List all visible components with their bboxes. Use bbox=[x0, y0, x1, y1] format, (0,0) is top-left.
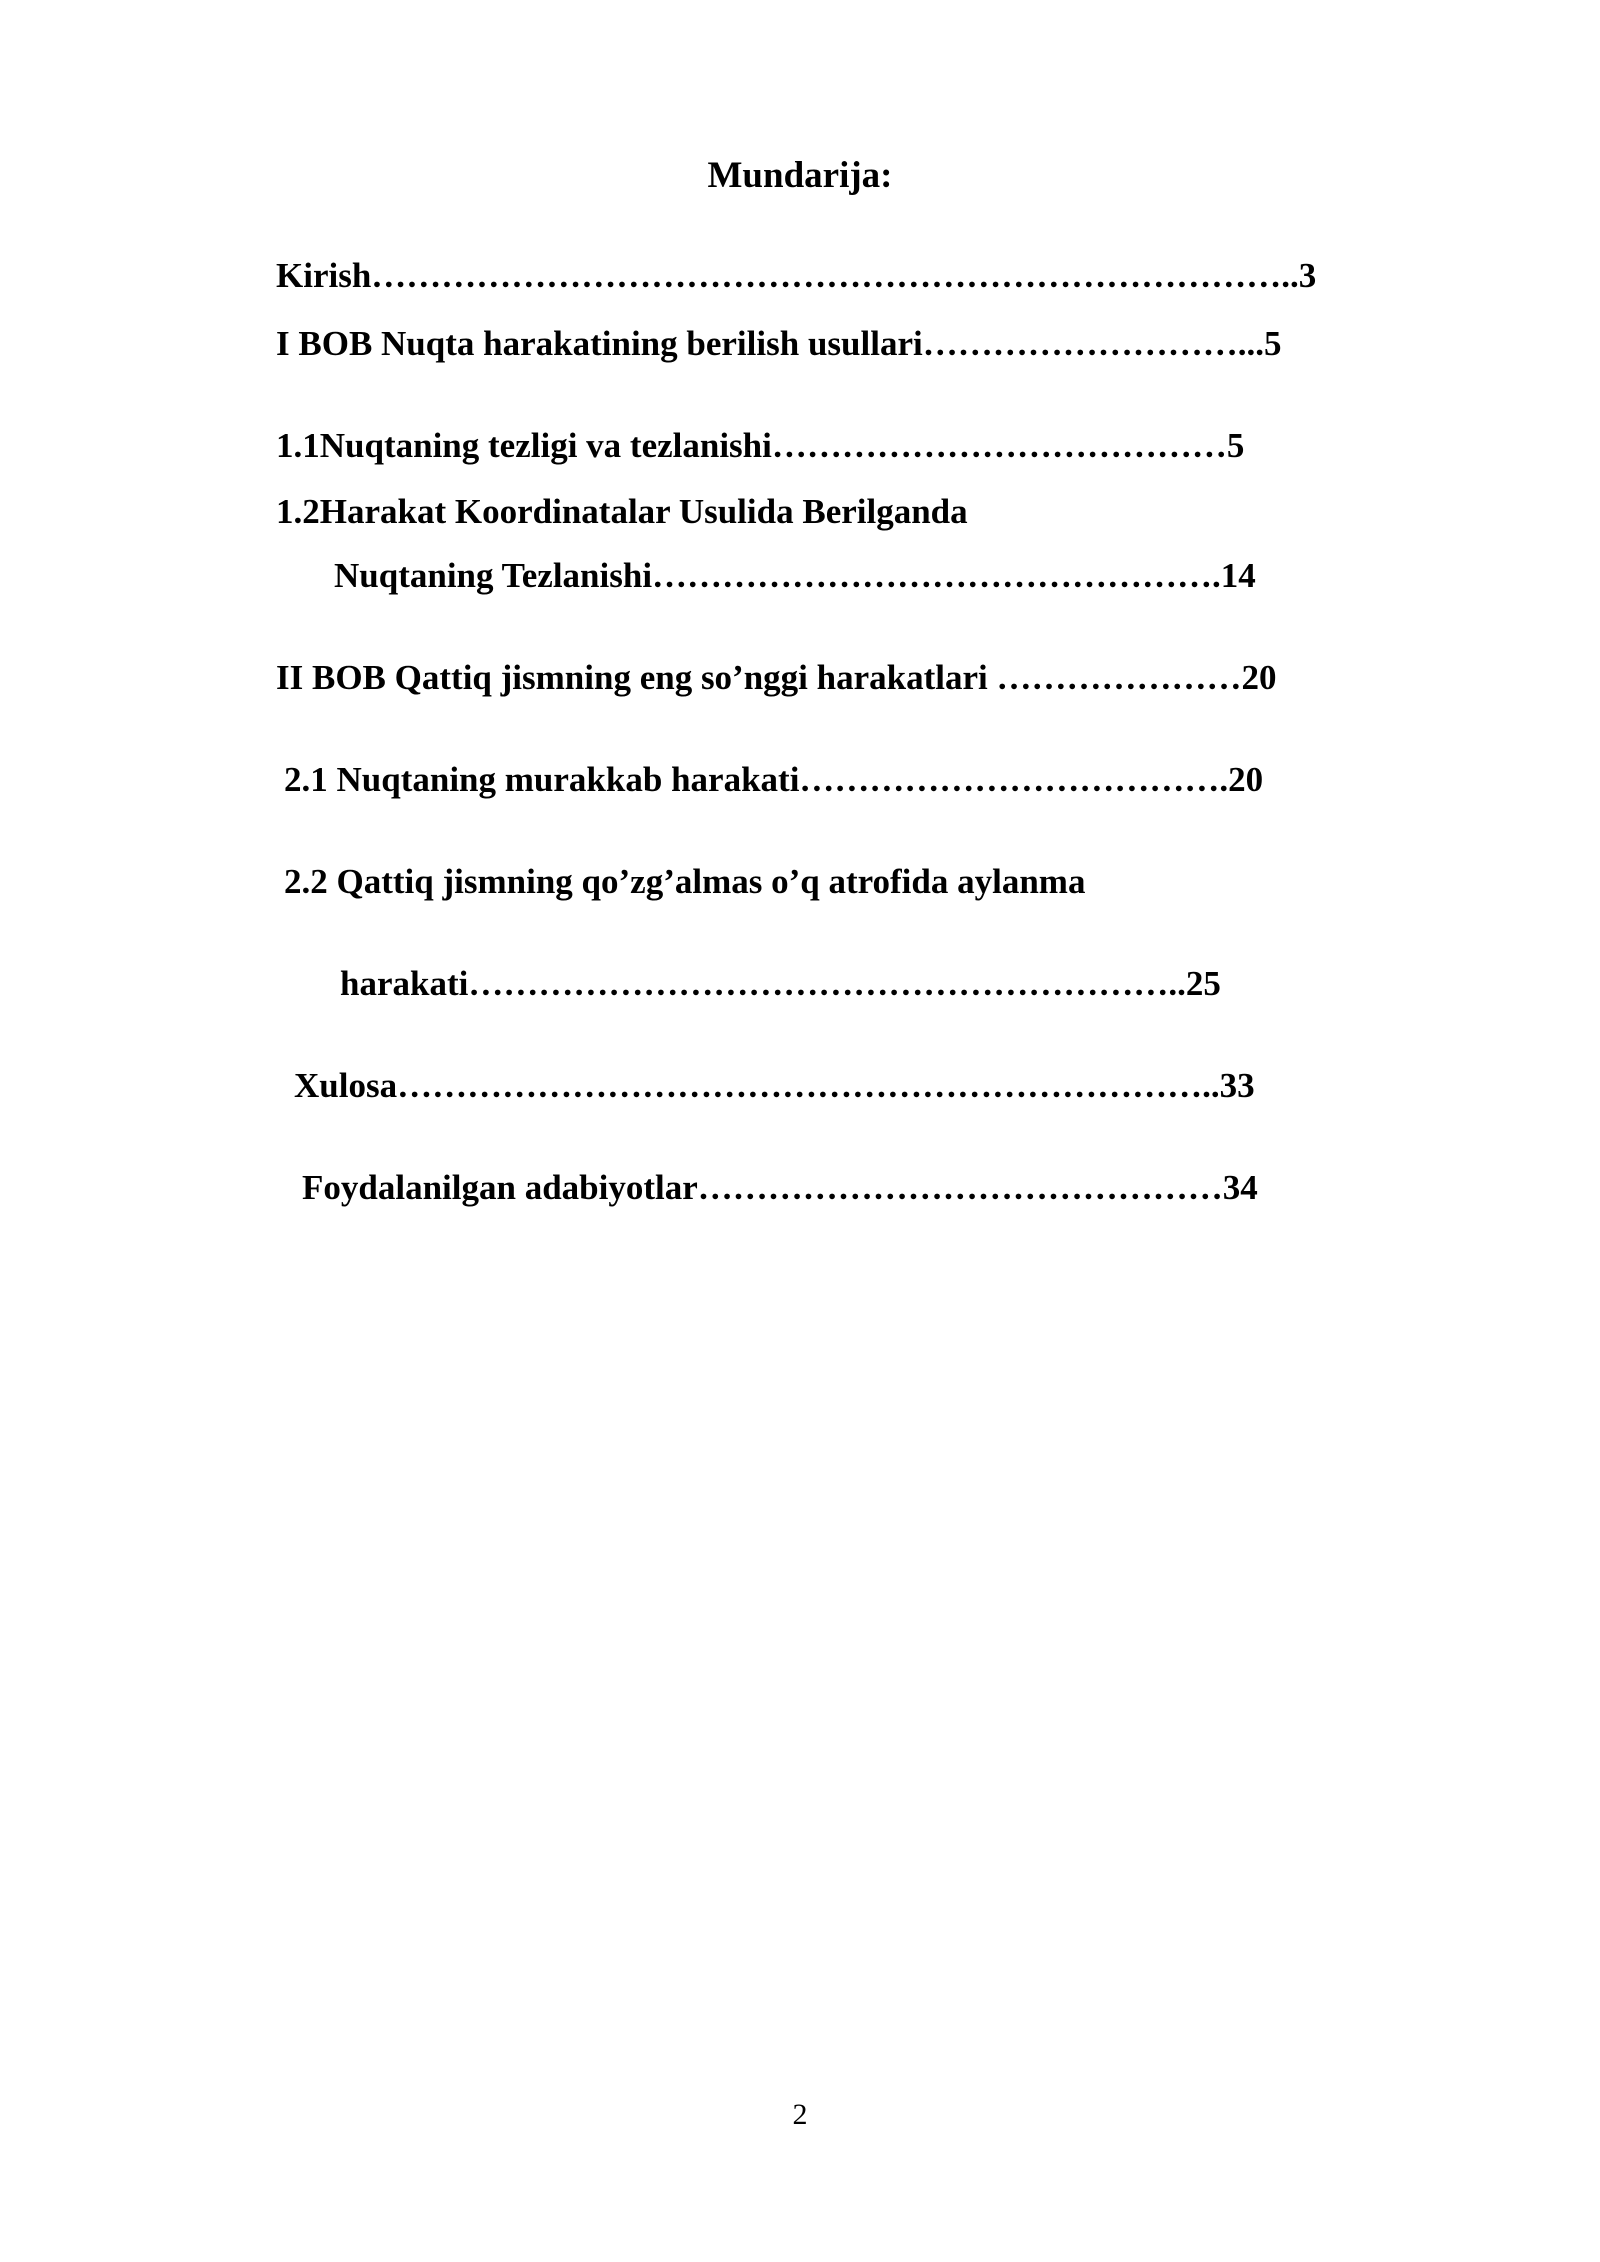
toc-entry-xulosa: Xulosa……………………………………………………………..33 bbox=[294, 1066, 1255, 1105]
toc-entry-section-1-2: 1.2Harakat Koordinatalar Usulida Berilganda bbox=[276, 492, 968, 531]
page-title: Mundarija: bbox=[707, 155, 893, 196]
toc-entry-adabiyotlar: Foydalanilgan adabiyotlar………………………………………34 bbox=[302, 1168, 1258, 1207]
toc-entry-chapter-1: I BOB Nuqta harakatining berilish usullari………………………...5 bbox=[276, 324, 1282, 363]
toc-entry-section-1-2-continued: Nuqtaning Tezlanishi………………………………………….14 bbox=[334, 556, 1256, 595]
toc-entry-kirish: Kirish……………………………………………………………………..3 bbox=[276, 256, 1317, 295]
toc-entry-section-2-1: 2.1 Nuqtaning murakkab harakati……………………………….20 bbox=[284, 760, 1264, 799]
page-number: 2 bbox=[792, 2098, 808, 2131]
toc-entry-section-1-1: 1.1Nuqtaning tezligi va tezlanishi…………………………………5 bbox=[276, 426, 1245, 465]
toc-entry-section-2-2: 2.2 Qattiq jismning qo’zg’almas o’q atrofida aylanma bbox=[284, 862, 1086, 901]
toc-entry-section-2-2-continued: harakati……………………………………………………..25 bbox=[340, 964, 1221, 1003]
toc-entry-chapter-2: II BOB Qattiq jismning eng so’nggi harakatlari …………………20 bbox=[276, 658, 1277, 697]
